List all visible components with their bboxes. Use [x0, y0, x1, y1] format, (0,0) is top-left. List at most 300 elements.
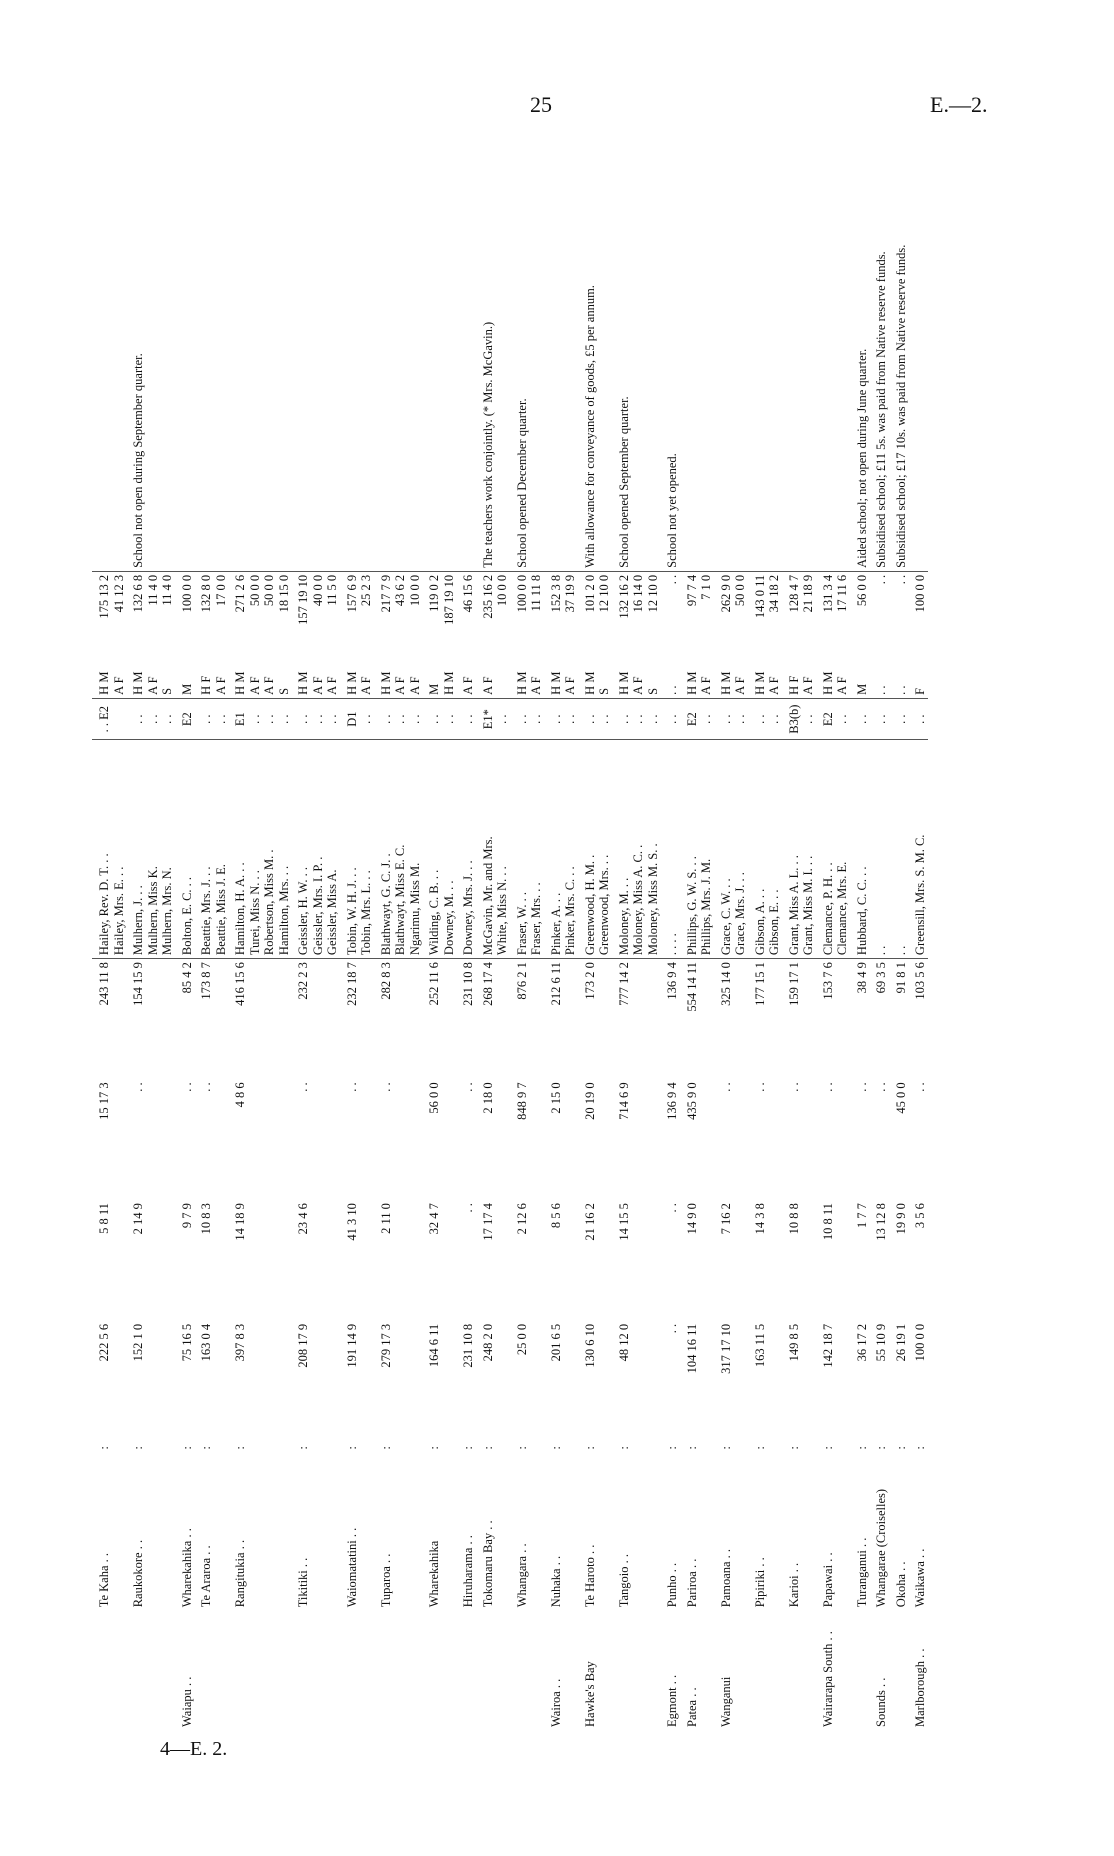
- amount-cell-3: . .: [820, 1082, 835, 1092]
- leader-cell: :: [665, 1446, 679, 1450]
- position: H M: [684, 671, 699, 695]
- position: A F: [111, 676, 126, 695]
- remarks-cell: [908, 160, 928, 571]
- position: H M: [582, 671, 597, 695]
- classification-cell: [850, 698, 870, 740]
- amount-cell-1: 48 12 0: [616, 1323, 631, 1362]
- salary: 132 6 8: [131, 574, 145, 613]
- position: A F: [461, 676, 475, 695]
- amount-cell-2: 10 8 8: [786, 1203, 801, 1235]
- position: A F: [631, 676, 645, 695]
- district-cell: Patea . .: [684, 1687, 699, 1727]
- position: A F: [359, 676, 373, 695]
- classification-cell: [889, 698, 909, 740]
- salary-cell: [782, 571, 816, 654]
- classification-cell: [748, 698, 782, 740]
- salary-cell: [578, 571, 612, 654]
- teacher-cell: [850, 740, 870, 959]
- classification: E2: [179, 712, 194, 727]
- classification: . .: [407, 714, 422, 724]
- teacher-name: Hailey, Rev. D. T. . .: [97, 853, 111, 956]
- teacher-name: White, Miss N. . .: [495, 866, 509, 956]
- salary-cell: [680, 571, 714, 654]
- amount-cell-3: 848 9 7: [514, 1082, 529, 1120]
- position: H M: [718, 671, 733, 695]
- position-cell: [660, 655, 680, 699]
- salary: 128 4 7: [786, 574, 801, 613]
- total-cell: 159 17 1: [786, 962, 801, 1006]
- classification: . . E2: [97, 705, 111, 733]
- leader-cell: :: [893, 1446, 908, 1450]
- position: . .: [665, 685, 679, 695]
- teacher-name: Mulhern, J. . .: [131, 885, 145, 956]
- salary-cell: [175, 571, 195, 654]
- school-cell: Tikitiki . .: [296, 1557, 310, 1608]
- salary: 271 2 6: [233, 574, 247, 613]
- amount-cell-3: . .: [854, 1082, 869, 1092]
- leader-cell: :: [233, 1446, 247, 1450]
- total-cell: 154 15 9: [131, 962, 145, 1006]
- school-cell: Tokomaru Bay . .: [480, 1520, 495, 1608]
- table-row: [228, 160, 291, 1730]
- salary-cell: [869, 571, 889, 654]
- district-cell: [340, 1610, 374, 1730]
- salary: 132 8 0: [199, 574, 213, 613]
- salary: 11 4 0: [145, 574, 160, 606]
- salary: 50 0 0: [247, 574, 262, 607]
- amount-cell-1: . .: [665, 1323, 679, 1334]
- amount-cell-3: 4 8 6: [233, 1082, 247, 1108]
- salary: 17 0 0: [213, 574, 228, 607]
- school-cell: Te Kaha . .: [97, 1552, 111, 1608]
- salary: 100 0 0: [913, 574, 927, 613]
- salary: 97 7 4: [684, 574, 699, 607]
- classification: . .: [325, 714, 339, 724]
- teacher-cell: [680, 740, 714, 959]
- position-cell: [228, 655, 291, 699]
- remarks-cell: [175, 160, 195, 571]
- classification: . .: [893, 714, 908, 724]
- amount-cell-2: 14 9 0: [684, 1203, 699, 1235]
- classification: . .: [160, 714, 174, 724]
- amount-cell-1: 222 5 6: [97, 1323, 111, 1362]
- position-cell: [291, 655, 340, 699]
- teacher-cell: [869, 740, 889, 959]
- position: A F: [262, 676, 276, 695]
- teacher-name: Bolton, E. C. . .: [179, 876, 194, 956]
- amount-cell-1: 152 1 0: [131, 1323, 145, 1362]
- classification: . .: [514, 714, 529, 724]
- table-row: [126, 160, 175, 1730]
- rotated-table-area: [92, 160, 996, 1730]
- salary-cell: [889, 571, 909, 654]
- position: S: [645, 687, 660, 695]
- amount-cell-2: 9 7 9: [179, 1203, 194, 1229]
- classification: . .: [145, 714, 160, 724]
- amount-cell-1: 36 17 2: [854, 1323, 869, 1362]
- teacher-name: Gibson, A. . .: [752, 888, 767, 956]
- remarks-cell: Subsidised school; £17 10s. was paid from Native reserve funds.: [889, 160, 909, 571]
- table-row: [544, 160, 578, 1730]
- teacher-name: Downey, Mrs. J. . .: [461, 860, 475, 956]
- salary: 16 14 0: [631, 574, 645, 613]
- amount-cell-1: 191 14 9: [344, 1323, 359, 1368]
- position: H M: [616, 671, 631, 695]
- position: H M: [752, 671, 767, 695]
- position: A F: [325, 676, 339, 695]
- salary-cell: [544, 571, 578, 654]
- amount-cell-1: 208 17 9: [296, 1323, 310, 1368]
- amount-cell-3: . .: [913, 1082, 927, 1092]
- classification: . .: [854, 714, 869, 724]
- teacher-name: Pinker, A. . .: [548, 892, 563, 956]
- amount-cell-2: 10 8 3: [199, 1203, 213, 1235]
- teacher-name: Pinker, Mrs. C. . .: [563, 866, 577, 956]
- position: M: [427, 683, 441, 695]
- position: H M: [548, 671, 563, 695]
- total-cell: 232 18 7: [344, 962, 359, 1006]
- position: S: [160, 687, 174, 695]
- remarks-cell: [456, 160, 476, 571]
- classification-cell: [175, 698, 195, 740]
- salary: 175 13 2: [97, 574, 111, 619]
- leader-cell: :: [378, 1446, 393, 1450]
- classification: . .: [874, 714, 888, 724]
- salary-cell: [92, 571, 126, 654]
- remarks-cell: [816, 160, 850, 571]
- total-cell: 554 14 11: [684, 962, 699, 1012]
- classification: . .: [733, 714, 747, 724]
- amount-cell-3: 56 0 0: [427, 1082, 441, 1114]
- teacher-name: Fraser, Mrs. . .: [529, 882, 543, 956]
- salary-cell: [748, 571, 782, 654]
- amount-cell-2: 17 17 4: [480, 1203, 495, 1241]
- school-cell: Wharekahika . .: [179, 1528, 194, 1608]
- leader-cell: :: [854, 1446, 869, 1450]
- position: . .: [874, 685, 888, 695]
- teacher-name: . .: [874, 945, 888, 956]
- page-number: 25: [530, 92, 552, 117]
- total-cell: 876 2 1: [514, 962, 529, 1000]
- remarks-cell: The teachers work conjointly. (* Mrs. McGavin.): [476, 160, 510, 571]
- amount-cell-1: 201 6 5: [548, 1323, 563, 1362]
- total-cell: 243 11 8: [97, 962, 111, 1006]
- teacher-name: Wilding, C. B. . .: [427, 869, 441, 956]
- position-cell: [374, 655, 423, 699]
- total-cell: 177 15 1: [752, 962, 767, 1006]
- position: H M: [131, 671, 145, 695]
- position: H M: [820, 671, 835, 695]
- total-cell: 268 17 4: [480, 962, 495, 1006]
- teacher-cell: [228, 740, 291, 959]
- amount-cell-2: 19 9 0: [893, 1203, 908, 1235]
- position: F: [913, 687, 927, 695]
- remarks-cell: [228, 160, 291, 571]
- teacher-cell: [476, 740, 510, 959]
- classification: . .: [262, 714, 276, 724]
- position-cell: [908, 655, 928, 699]
- total-cell: 91 8 1: [893, 962, 908, 994]
- classification: . .: [247, 714, 262, 724]
- school-cell: Raukokore . .: [131, 1539, 145, 1608]
- position: H M: [233, 671, 247, 695]
- teacher-name: Geissler, Mrs. I. P. .: [310, 856, 325, 956]
- amount-cell-3: . .: [344, 1082, 359, 1092]
- amount-cell-2: 23 4 6: [296, 1203, 310, 1235]
- salary: 43 6 2: [393, 574, 407, 607]
- classification: . .: [310, 714, 325, 724]
- leader-cell: :: [296, 1446, 310, 1450]
- position: A F: [767, 676, 781, 695]
- classification-cell: [510, 698, 544, 740]
- position-cell: [714, 655, 748, 699]
- teacher-cell: [340, 740, 374, 959]
- district-cell: [510, 1610, 544, 1730]
- teacher-cell: [126, 740, 175, 959]
- position-cell: [612, 655, 661, 699]
- district-cell: Hawke's Bay: [582, 1661, 597, 1727]
- total-cell: 173 2 0: [582, 962, 597, 1000]
- teacher-cell: [291, 740, 340, 959]
- position-cell: [456, 655, 476, 699]
- amount-cell-3: . .: [296, 1082, 310, 1092]
- teacher-cell: [816, 740, 850, 959]
- classification: . .: [718, 714, 733, 724]
- district-cell: Egmont . .: [665, 1674, 679, 1727]
- salary-cell: [194, 571, 228, 654]
- amount-cell-1: 231 10 8: [461, 1323, 475, 1368]
- school-cell: Hiruharama . .: [461, 1535, 475, 1608]
- classification: . .: [665, 714, 679, 724]
- position: A F: [835, 676, 849, 695]
- remarks-cell: School not open during September quarter.: [126, 160, 175, 571]
- total-cell: 212 6 11: [548, 962, 563, 1006]
- school-cell: Okoha . .: [893, 1561, 908, 1608]
- teacher-name: Hamilton, H. A. . .: [233, 862, 247, 956]
- salary-cell: [456, 571, 476, 654]
- classification: . .: [835, 714, 849, 724]
- amount-cell-2: 1 7 7: [854, 1203, 869, 1229]
- teacher-name: Beattie, Miss J. E.: [213, 864, 228, 956]
- classification: B3(b): [786, 704, 801, 734]
- position-cell: [510, 655, 544, 699]
- classification: . .: [699, 714, 713, 724]
- amount-cell-3: 136 9 4: [665, 1082, 679, 1120]
- district-cell: [194, 1610, 228, 1730]
- classification: . .: [461, 714, 475, 724]
- school-cell: Waikawa . .: [913, 1548, 927, 1608]
- position: A F: [480, 676, 495, 695]
- teacher-cell: [175, 740, 195, 959]
- classification: . .: [752, 714, 767, 724]
- school-cell: Te Haroto . .: [582, 1544, 597, 1608]
- classification-cell: [908, 698, 928, 740]
- teacher-name: Beattie, Mrs. J. . .: [199, 866, 213, 956]
- teacher-name: Robertson, Miss M. .: [262, 849, 276, 956]
- school-cell: Whangara . .: [514, 1543, 529, 1608]
- teacher-cell: [422, 740, 456, 959]
- salary-cell: [228, 571, 291, 654]
- amount-cell-2: 14 3 8: [752, 1203, 767, 1235]
- classification-cell: [578, 698, 612, 740]
- salary-cell: [340, 571, 374, 654]
- position: H F: [199, 675, 213, 695]
- position: M: [854, 683, 869, 695]
- leader-cell: :: [97, 1446, 111, 1450]
- teacher-name: Greenwood, Mrs. . .: [597, 854, 611, 956]
- leader-cell: :: [461, 1446, 475, 1450]
- remarks-cell: School not yet opened.: [660, 160, 680, 571]
- salary: 11 11 8: [529, 574, 543, 612]
- salary: 11 5 0: [325, 574, 339, 606]
- teacher-name: Hamilton, Mrs. . .: [276, 865, 291, 956]
- classification-cell: [476, 698, 510, 740]
- classification: . .: [913, 714, 927, 724]
- amount-cell-1: 130 6 10: [582, 1323, 597, 1368]
- teacher-name: Ngarimu, Miss M.: [407, 862, 422, 956]
- amount-cell-2: 2 11 0: [378, 1203, 393, 1234]
- remarks-cell: [782, 160, 816, 571]
- salary: 12 10 0: [645, 574, 660, 613]
- classification: . .: [495, 714, 509, 724]
- remarks-cell: [194, 160, 228, 571]
- position: S: [276, 687, 291, 695]
- classification: . .: [199, 714, 213, 724]
- amount-cell-2: 10 8 11: [820, 1203, 835, 1241]
- classification-cell: [612, 698, 661, 740]
- teacher-name: Blathwayt, Miss E. C.: [393, 844, 407, 956]
- classification: . .: [563, 714, 577, 724]
- table-row: [340, 160, 374, 1730]
- classification: . .: [213, 714, 228, 724]
- salary-cell: [612, 571, 661, 654]
- position-cell: [680, 655, 714, 699]
- teacher-cell: [194, 740, 228, 959]
- salary: 41 12 3: [111, 574, 126, 613]
- amount-cell-1: 397 8 3: [233, 1323, 247, 1362]
- classification: . .: [616, 714, 631, 724]
- amount-cell-2: 14 15 5: [616, 1203, 631, 1241]
- total-cell: 282 8 3: [378, 962, 393, 1000]
- amount-cell-3: . .: [752, 1082, 767, 1092]
- district-cell: [456, 1610, 476, 1730]
- classification: . .: [597, 714, 611, 724]
- amount-cell-1: 279 17 3: [378, 1323, 393, 1368]
- school-cell: Te Araroa . .: [199, 1545, 213, 1608]
- remarks-cell: [422, 160, 456, 571]
- classification: . .: [801, 714, 815, 724]
- classification: . .: [645, 714, 660, 724]
- table-row: [175, 160, 195, 1730]
- salary: 119 0 2: [427, 574, 441, 612]
- school-cell: Tangoio . .: [616, 1553, 631, 1608]
- amount-cell-2: 2 12 6: [514, 1203, 529, 1235]
- amount-cell-3: 2 15 0: [548, 1082, 563, 1114]
- district-cell: [291, 1610, 340, 1730]
- table-row: [456, 160, 476, 1730]
- school-cell: Rangitukia . .: [233, 1539, 247, 1608]
- table-row: [194, 160, 228, 1730]
- teacher-name: Hubbard, C. C. . .: [854, 866, 869, 956]
- salary: 11 4 0: [160, 574, 174, 606]
- remarks-cell: School opened December quarter.: [510, 160, 544, 571]
- position: A F: [145, 676, 160, 695]
- school-cell: Waiomatatini . .: [344, 1527, 359, 1608]
- total-cell: 85 4 2: [179, 962, 194, 994]
- position: A F: [407, 676, 422, 695]
- salary: 262 9 0: [718, 574, 733, 613]
- school-cell: Nuhaka . .: [548, 1555, 563, 1608]
- district-cell: [228, 1610, 291, 1730]
- teacher-name: McGavin, Mr. and Mrs.: [480, 836, 495, 956]
- leader-cell: :: [344, 1446, 359, 1450]
- salary: 37 19 9: [563, 574, 577, 613]
- teacher-name: Gibson, E. . .: [767, 889, 781, 956]
- teacher-cell: [612, 740, 661, 959]
- district-cell: Wairarapa South . .: [820, 1631, 835, 1727]
- classification-cell: [660, 698, 680, 740]
- classification: E1: [233, 712, 247, 727]
- salary-cell: [374, 571, 423, 654]
- table-row: [889, 160, 909, 1730]
- salary-cell: [850, 571, 870, 654]
- district-cell: [889, 1610, 909, 1730]
- classification-cell: [228, 698, 291, 740]
- remarks-cell: [340, 160, 374, 571]
- salary: 21 18 9: [801, 574, 815, 613]
- salary: 50 0 0: [262, 574, 276, 607]
- teacher-cell: [578, 740, 612, 959]
- salary: 56 0 0: [854, 574, 869, 607]
- salary-cell: [126, 571, 175, 654]
- table-row: [291, 160, 340, 1730]
- salary: 143 0 11: [752, 574, 767, 619]
- teacher-name: Blathwayt, G. C. J. .: [378, 853, 393, 956]
- classification-cell: [126, 698, 175, 740]
- position: H M: [97, 671, 111, 695]
- district-cell: [748, 1610, 782, 1730]
- remarks-cell: [374, 160, 423, 571]
- salary: 34 18 2: [767, 574, 781, 613]
- position: A F: [529, 676, 543, 695]
- total-cell: 173 8 7: [199, 962, 213, 1000]
- salary-cell: [816, 571, 850, 654]
- amount-cell-1: 75 16 5: [179, 1323, 194, 1362]
- amount-cell-3: . .: [718, 1082, 733, 1092]
- amount-cell-3: 435 9 0: [684, 1082, 699, 1120]
- classification-cell: [869, 698, 889, 740]
- teacher-name: Grace, Mrs. J. . .: [733, 872, 747, 956]
- leader-cell: :: [480, 1446, 495, 1450]
- classification: E2: [820, 712, 835, 727]
- salary: . .: [874, 574, 888, 585]
- position: A F: [801, 676, 815, 695]
- amount-cell-2: 8 5 6: [548, 1203, 563, 1229]
- salary: . .: [893, 574, 908, 585]
- table-row: [782, 160, 816, 1730]
- classification-cell: [714, 698, 748, 740]
- teacher-name: Geissler, Miss A.: [325, 869, 339, 956]
- salary-cell: [714, 571, 748, 654]
- amount-cell-1: 164 6 11: [427, 1323, 441, 1368]
- remarks-cell: Aided school; not open during June quarter.: [850, 160, 870, 571]
- teacher-cell: [908, 740, 928, 959]
- position: M: [179, 683, 194, 695]
- position: A F: [310, 676, 325, 695]
- teacher-name: Tobin, W. H. J. . .: [344, 867, 359, 956]
- teacher-name: Grant, Miss M. I. . .: [801, 855, 815, 956]
- table-row: [908, 160, 928, 1730]
